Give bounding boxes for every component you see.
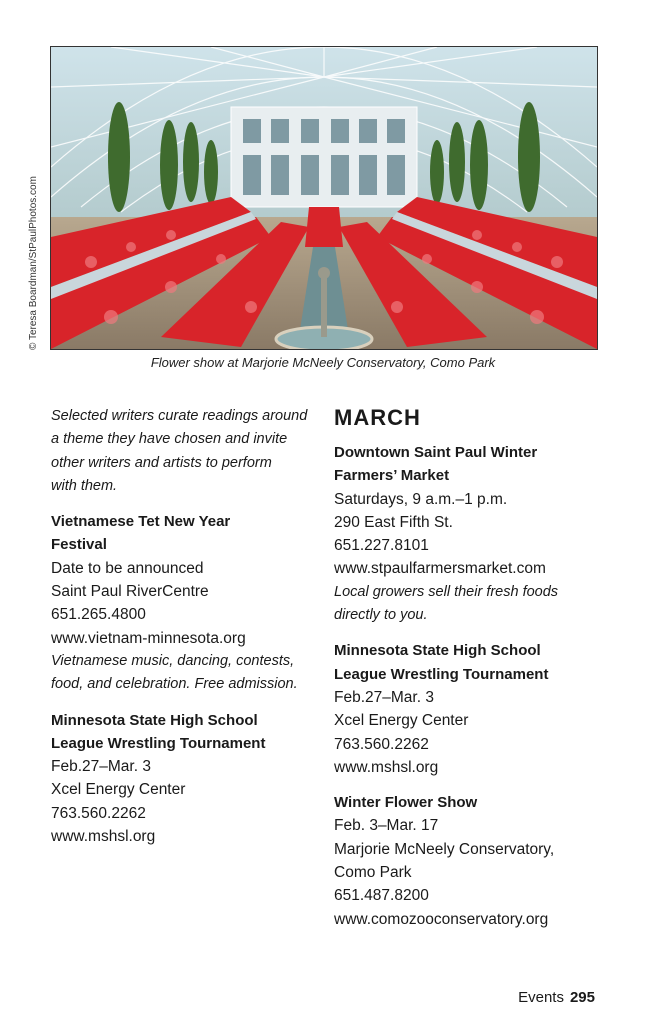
event-description: Local growers sell their fresh foods directly to you. [334,583,559,624]
event-phone: 651.487.8200 [334,887,429,905]
photo-caption: Flower show at Marjorie McNeely Conservatory, Como Park [150,355,496,370]
event-vietnamese-tet [51,510,316,696]
event-address: 290 East Fifth St. [334,513,453,531]
month-heading: MARCH [334,405,421,430]
event-date: Feb. 3–Mar. 17 [334,817,439,835]
event-description: Vietnamese music, dancing, contests, food, and celebration. Free admission. [51,652,298,693]
event-website: www.vietnam-minnesota.org [51,629,246,647]
event-date: Saturdays, 9 a.m.–1 p.m. [334,490,508,508]
event-date: Date to be announced [51,559,204,577]
event-title: Minnesota State High School League Wrestling Tournament [51,711,266,752]
event-venue: Xcel Energy Center [334,712,469,730]
event-winter-flower-show [334,791,599,931]
event-website: www.mshsl.org [334,758,439,776]
event-venue-cont: Como Park [334,864,412,882]
event-title: Downtown Saint Paul Winter Farmers’ Market [334,444,538,485]
event-wrestling-tournament [334,639,599,779]
event-phone: 651.227.8101 [334,537,429,555]
event-venue: Marjorie McNeely Conservatory, [334,840,555,858]
event-wrestling-tournament [51,709,316,849]
event-venue: Saint Paul RiverCentre [51,583,209,601]
event-farmers-market [334,441,599,627]
event-date: Feb.27–Mar. 3 [51,758,151,776]
photo-credit: © Teresa Boardman/StPaulPhotos.com [28,176,39,350]
event-phone: 651.265.4800 [51,606,146,624]
page-number: 295 [569,989,595,1006]
left-column [51,405,316,860]
footer-section: Events [518,989,564,1006]
page-footer [518,989,595,1006]
event-date: Feb.27–Mar. 3 [334,688,434,706]
event-website: www.stpaulfarmersmarket.com [334,560,546,578]
intro-paragraph: Selected writers curate readings around a theme they have chosen and invite other writers and artists to perform with them. [51,408,308,494]
event-title: Winter Flower Show [334,794,478,812]
right-column [334,405,599,943]
event-phone: 763.560.2262 [334,735,429,753]
event-title: Minnesota State High School League Wrestling Tournament [334,642,549,683]
event-title: Vietnamese Tet New Year Festival [51,513,231,554]
event-venue: Xcel Energy Center [51,781,186,799]
event-website: www.mshsl.org [51,828,156,846]
event-phone: 763.560.2262 [51,804,146,822]
conservatory-photo [50,46,598,350]
event-website: www.comozooconservatory.org [334,910,549,928]
